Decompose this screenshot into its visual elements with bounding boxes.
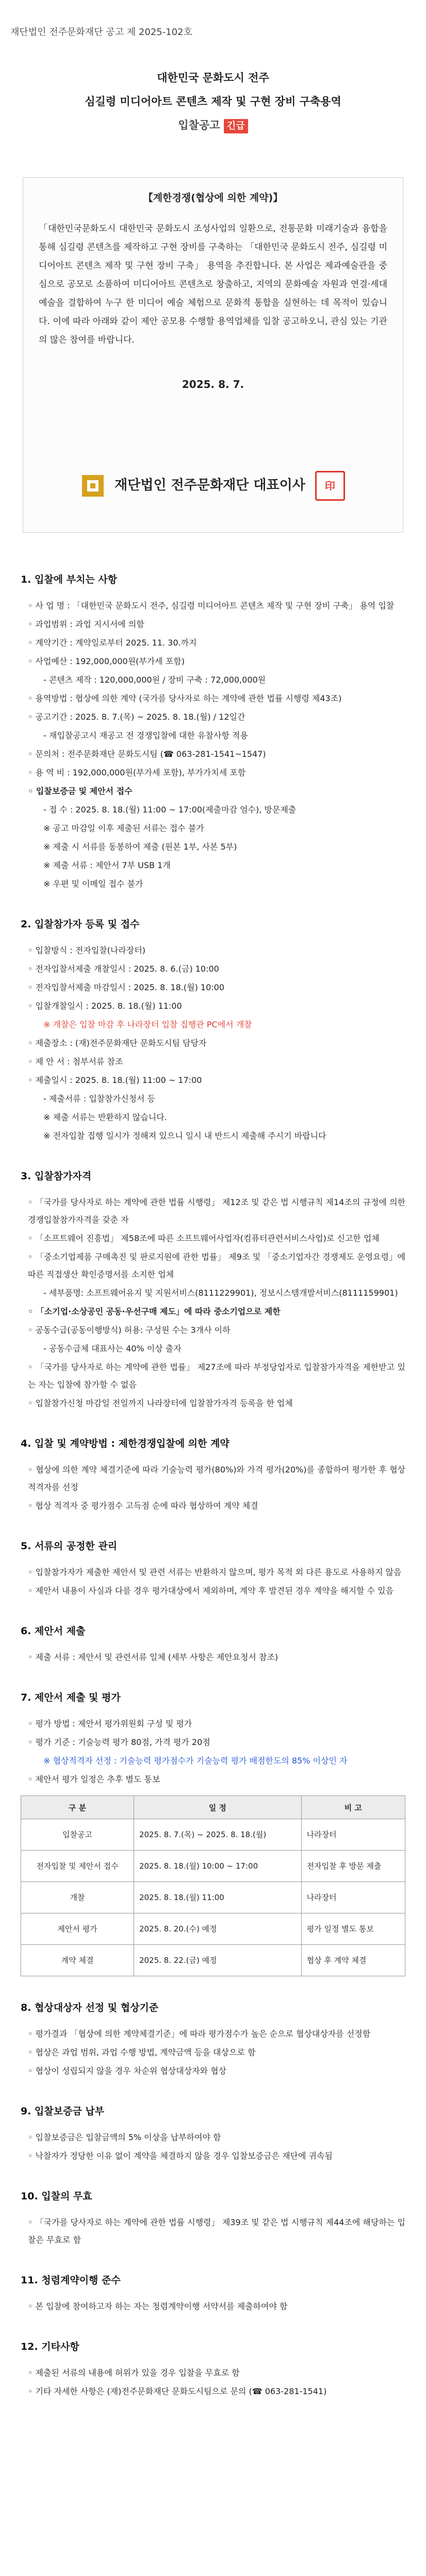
section-title: 12. 기타사항 xyxy=(21,2341,79,2352)
section-line: ◦ 용역방법 : 협상에 의한 계약 (국가를 당사자로 하는 계약에 관한 법률 시행령 제43조) xyxy=(28,693,342,703)
section-line: ◦ 입찰보증금은 입찰금액의 5% 이상을 납부하여야 함 xyxy=(28,2132,221,2142)
section-line: ◦ 전자입찰서제출 마감일시 : 2025. 8. 18.(월) 10:00 xyxy=(28,982,225,992)
section-line: - 콘텐츠 제작 : 120,000,000원 / 장비 구축 : 72,000,000원 xyxy=(43,675,266,685)
section-line: ◦ 협상은 과업 범위, 과업 수행 방법, 계약금액 등을 대상으로 함 xyxy=(28,2047,256,2057)
page-title xyxy=(0,66,426,137)
notice-body: 「대한민국문화도시 대한민국 문화도시 조성사업의 일환으로, 전통문화 미래기술과 융합을 통해 심길령 콘텐츠를 제작하고 구현 장비를 구축하는 「대한민국 문화도시 전주, 심길령 미디어아트 콘텐츠 제작 및 구현 장비 구축」 용역을 추진합니다. 본 사업은 제과예술관을 중심으로 공모로 소품하여 미디어아트 콘텐츠로 창출하고, 지역의 문화예술 자원과 연결·세대 예술을 결합하여 누구 한 미디어 예술 체험으로 문화적 통합을 실현하는 데 목적이 있습니다. 이에 따라 아래와 같이 제안 공모용 수행할 용역업체를 입찰 공고하오니, 관심 있는 기관의 많은 참여를 바랍니다. xyxy=(39,224,387,345)
schedule-cell: 입찰공고 xyxy=(21,1819,134,1851)
schedule-cell: 2025. 8. 18.(월) 11:00 xyxy=(134,1882,301,1913)
section-title: 10. 입찰의 무효 xyxy=(21,2191,92,2202)
section-line: ◦ 낙찰자가 정당한 이유 없이 계약을 체결하지 않을 경우 입찰보증금은 재단에 귀속됨 xyxy=(28,2151,333,2161)
section-line: ※ 공고 마감일 이후 제출된 서류는 접수 불가 xyxy=(43,823,204,833)
section-line: ※ 제출 서류 : 제안서 7부 USB 1개 xyxy=(43,860,171,870)
section-title: 9. 입찰보증금 납부 xyxy=(21,2106,105,2117)
title-line-1: 대한민국 문화도시 전주 xyxy=(157,71,269,84)
section-line: ◦ 「국가를 당사자로 하는 계약에 관한 법률 시행령」 제39조 및 같은 법 시행규칙 제44조에 해당하는 입찰은 무효로 함 xyxy=(28,2217,405,2245)
section-line: ※ 개찰은 입찰 마감 후 나라장터 입찰 집행관 PC에서 개찰 xyxy=(43,1020,252,1029)
section-line: ◦ 입찰참가자가 제출한 제안서 및 관련 서류는 반환하지 않으며, 평가 목적 외 다른 용도로 사용하지 않음 xyxy=(28,1567,402,1577)
schedule-cell: 2025. 8. 7.(목) ~ 2025. 8. 18.(월) xyxy=(134,1819,301,1851)
section-line: ※ 협상적격자 선정 : 기술능력 평가점수가 기술능력 평가 배점한도의 85% 이상인 자 xyxy=(43,1756,348,1766)
section-line: ◦ 제출일시 : 2025. 8. 18.(월) 11:00 ~ 17:00 xyxy=(28,1075,202,1085)
table-row xyxy=(21,1945,405,1976)
foundation-logo-icon xyxy=(81,474,105,498)
section-line: ◦ 평가 기준 : 기술능력 평가 80점, 가격 평가 20점 xyxy=(28,1737,210,1747)
title-line-3 xyxy=(0,113,426,137)
schedule-cell: 전자입찰 및 제안서 접수 xyxy=(21,1851,134,1882)
section-line: ◦ 입찰방식 : 전자입찰(나라장터) xyxy=(28,945,146,955)
section-title: 11. 청렴계약이행 준수 xyxy=(21,2275,121,2286)
section-line: ◦ 제안서 평가 일정은 추후 별도 통보 xyxy=(28,1774,160,1784)
notice-heading: 【계한경쟁(협상에 의한 계약)】 xyxy=(143,192,283,204)
section-line: - 공동수급체 대표사는 40% 이상 출자 xyxy=(43,1344,182,1353)
official-seal-icon: 印 xyxy=(315,471,345,501)
section-line: ◦ 문의처 : 전주문화재단 문화도시팀 (☎ 063-281-1541~1547) xyxy=(28,749,266,759)
section-title: 2. 입찰참가자 등록 및 접수 xyxy=(21,919,140,930)
section-line: ◦ 제출된 서류의 내용에 허위가 있을 경우 입찰을 무효로 함 xyxy=(28,2368,240,2378)
section-line: ◦ 평가결과 「협상에 의한 계약체결기준」에 따라 평가점수가 높은 순으로 협상대상자를 선정함 xyxy=(28,2029,371,2039)
schedule-cell: 제안서 평가 xyxy=(21,1913,134,1945)
section-line: ※ 전자입찰 집행 일시가 정해져 있으니 일시 내 반드시 제출해 주시기 바랍니다 xyxy=(43,1131,326,1141)
title-line-3-text: 입찰공고 xyxy=(178,118,220,131)
section-line: ◦ 용 역 비 : 192,000,000원(부가세 포함), 부가가치세 포함 xyxy=(28,768,246,777)
schedule-cell: 계약 체결 xyxy=(21,1945,134,1976)
section-line: ◦ 제출 서류 : 제안서 및 관련서류 일체 (세부 사항은 제안요청서 참조) xyxy=(28,1652,278,1662)
section-line: ※ 우편 및 이메일 접수 불가 xyxy=(43,879,143,889)
section-line: ◦ 본 입찰에 참여하고자 하는 자는 청렴계약이행 서약서를 제출하여야 함 xyxy=(28,2301,288,2311)
urgent-tag: 긴급 xyxy=(224,119,248,133)
section-line: ◦ 과업범위 : 과업 지시서에 의함 xyxy=(28,619,144,629)
section-title: 7. 제안서 제출 및 평가 xyxy=(21,1692,121,1703)
schedule-cell: 전자입찰 후 방문 제출 xyxy=(301,1851,405,1882)
section-line: ◦ 제 안 서 : 첨부서류 참조 xyxy=(28,1057,123,1066)
table-row xyxy=(21,1819,405,1851)
section-line: - 재입찰공고시 재공고 전 경쟁입찰에 대한 유찰사항 적용 xyxy=(43,731,248,740)
schedule-cell: 개찰 xyxy=(21,1882,134,1913)
section-line: ◦ 전자입찰서제출 개찰일시 : 2025. 8. 6.(금) 10:00 xyxy=(28,964,219,974)
schedule-cell: 나라장터 xyxy=(301,1819,405,1851)
section-line: ◦ 평가 방법 : 제안서 평가위원회 구성 및 평가 xyxy=(28,1719,192,1728)
announcement-content xyxy=(21,572,405,2401)
section-line: ◦ 입찰참가신청 마감일 전일까지 나라장터에 입찰참가자격 등록을 한 업체 xyxy=(28,1398,293,1408)
section-line: ◦ 제출장소 : (재)전주문화재단 문화도시팀 담당자 xyxy=(28,1038,207,1048)
section-line: ◦ 사업예산 : 192,000,000원(부가세 포함) xyxy=(28,656,185,666)
section-line: - 세부품명: 소프트웨어유지 및 지원서비스(8111229901), 정보시스템개발서비스(8111159901) xyxy=(43,1288,398,1298)
schedule-cell: 나라장터 xyxy=(301,1882,405,1913)
section-line: ◦ 「소프트웨어 진흥법」 제58조에 따른 소프트웨어사업자(컴퓨터관련서비스사업)로 신고한 업체 xyxy=(28,1233,380,1243)
section-line: ◦ 협상 적격자 중 평가점수 고득점 순에 따라 협상하여 계약 체결 xyxy=(28,1501,258,1511)
schedule-cell: 2025. 8. 22.(금) 예정 xyxy=(134,1945,301,1976)
section-line: ◦ 사 업 명 : 「대한민국 문화도시 전주, 심길령 미디어아트 콘텐츠 제작 및 구현 장비 구축」 용역 입찰 xyxy=(28,601,395,611)
schedule-header-row xyxy=(21,1796,405,1819)
section-line: ◦ 협상에 의한 계약 체결기준에 따라 기술능력 평가(80%)와 가격 평가(20%)를 종합하여 평가한 후 협상 적격자를 선정 xyxy=(28,1465,405,1492)
table-row xyxy=(21,1913,405,1945)
table-row xyxy=(21,1882,405,1913)
section-title: 6. 제안서 제출 xyxy=(21,1625,86,1637)
schedule-cell: 평가 일정 별도 통보 xyxy=(301,1913,405,1945)
notice-date: 2025. 8. 7. xyxy=(182,378,244,391)
section-title: 3. 입찰참가자격 xyxy=(21,1171,92,1182)
section-line: - 제출서류 : 입찰참가신청서 등 xyxy=(43,1094,155,1104)
section-title: 8. 협상대상자 선정 및 협상기준 xyxy=(21,2002,159,2013)
schedule-cell: 협상 후 계약 체결 xyxy=(301,1945,405,1976)
section-line: ◦ 「국가를 당사자로 하는 계약에 관한 법률」 제27조에 따라 부정당업자로 입찰참가자격을 제한받고 있는 자는 입찰에 참가할 수 없음 xyxy=(28,1362,405,1389)
section-line: ◦ 공고기간 : 2025. 8. 7.(목) ~ 2025. 8. 18.(월) / 12일간 xyxy=(28,712,245,722)
section-line: - 접 수 : 2025. 8. 18.(월) 11:00 ~ 17:00(제출마감 엄수), 방문제출 xyxy=(43,805,297,815)
schedule-cell: 2025. 8. 18.(월) 10:00 ~ 17:00 xyxy=(134,1851,301,1882)
section-line: ◦ 공동수급(공동이행방식) 허용: 구성원 수는 3개사 이하 xyxy=(28,1325,231,1335)
section-line: ◦ 입찰보증금 및 제안서 접수 xyxy=(28,786,133,796)
section-line: ◦ 기타 자세한 사항은 (재)전주문화재단 문화도시팀으로 문의 (☎ 063-281-1541) xyxy=(28,2386,327,2396)
section-title: 4. 입찰 및 계약방법 : 제한경쟁입찰에 의한 계약 xyxy=(21,1438,230,1449)
section-line: ◦ 입찰개찰일시 : 2025. 8. 18.(월) 11:00 xyxy=(28,1001,182,1011)
section-line: ※ 제출 서류는 반환하지 않습니다. xyxy=(43,1112,167,1122)
section-line: ◦ 「국가를 당사자로 하는 계약에 관한 법률 시행령」 제12조 및 같은 법 시행규칙 제14조의 규정에 의한 경쟁입찰참가자격을 갖춘 자 xyxy=(28,1197,405,1225)
section-line: ◦ 제안서 내용이 사실과 다를 경우 평가대상에서 제외하며, 계약 후 발견된 경우 계약을 해지할 수 있음 xyxy=(28,1586,394,1596)
section-title: 1. 입찰에 부치는 사항 xyxy=(21,574,118,585)
title-line-2: 심길령 미디어아트 콘텐츠 제작 및 구현 장비 구축용역 xyxy=(85,95,341,108)
schedule-header-cell: 일 정 xyxy=(134,1796,301,1819)
section-line: ◦ 협상이 성립되지 않을 경우 차순위 협상대상자와 협상 xyxy=(28,2066,227,2076)
table-row xyxy=(21,1851,405,1882)
section-line: ※ 제출 시 서류를 동봉하여 제출 (원본 1부, 사본 5부) xyxy=(43,842,237,852)
schedule-cell: 2025. 8. 20.(수) 예정 xyxy=(134,1913,301,1945)
section-line: ◦ 계약기간 : 계약일로부터 2025. 11. 30.까지 xyxy=(28,638,197,648)
schedule-header-cell: 비 고 xyxy=(301,1796,405,1819)
section-title: 5. 서류의 공정한 관리 xyxy=(21,1540,118,1552)
foundation-signature xyxy=(0,471,426,501)
announcement-number: 재단법인 전주문화재단 공고 제 2025-102호 xyxy=(10,27,192,38)
schedule-header-cell: 구 분 xyxy=(21,1796,134,1819)
section-line: ◦ 「중소기업제품 구매촉진 및 판로지원에 관한 법률」 제9조 및 「중소기업자간 경쟁제도 운영요령」에 따른 직접생산 확인증명서를 소지한 업체 xyxy=(28,1252,405,1279)
foundation-name: 재단법인 전주문화재단 대표이사 xyxy=(114,478,305,493)
schedule-table xyxy=(21,1795,405,1976)
section-line: ◦ 「소기업·소상공인 공동·우선구매 제도」에 따라 중소기업으로 제한 xyxy=(28,1307,281,1316)
